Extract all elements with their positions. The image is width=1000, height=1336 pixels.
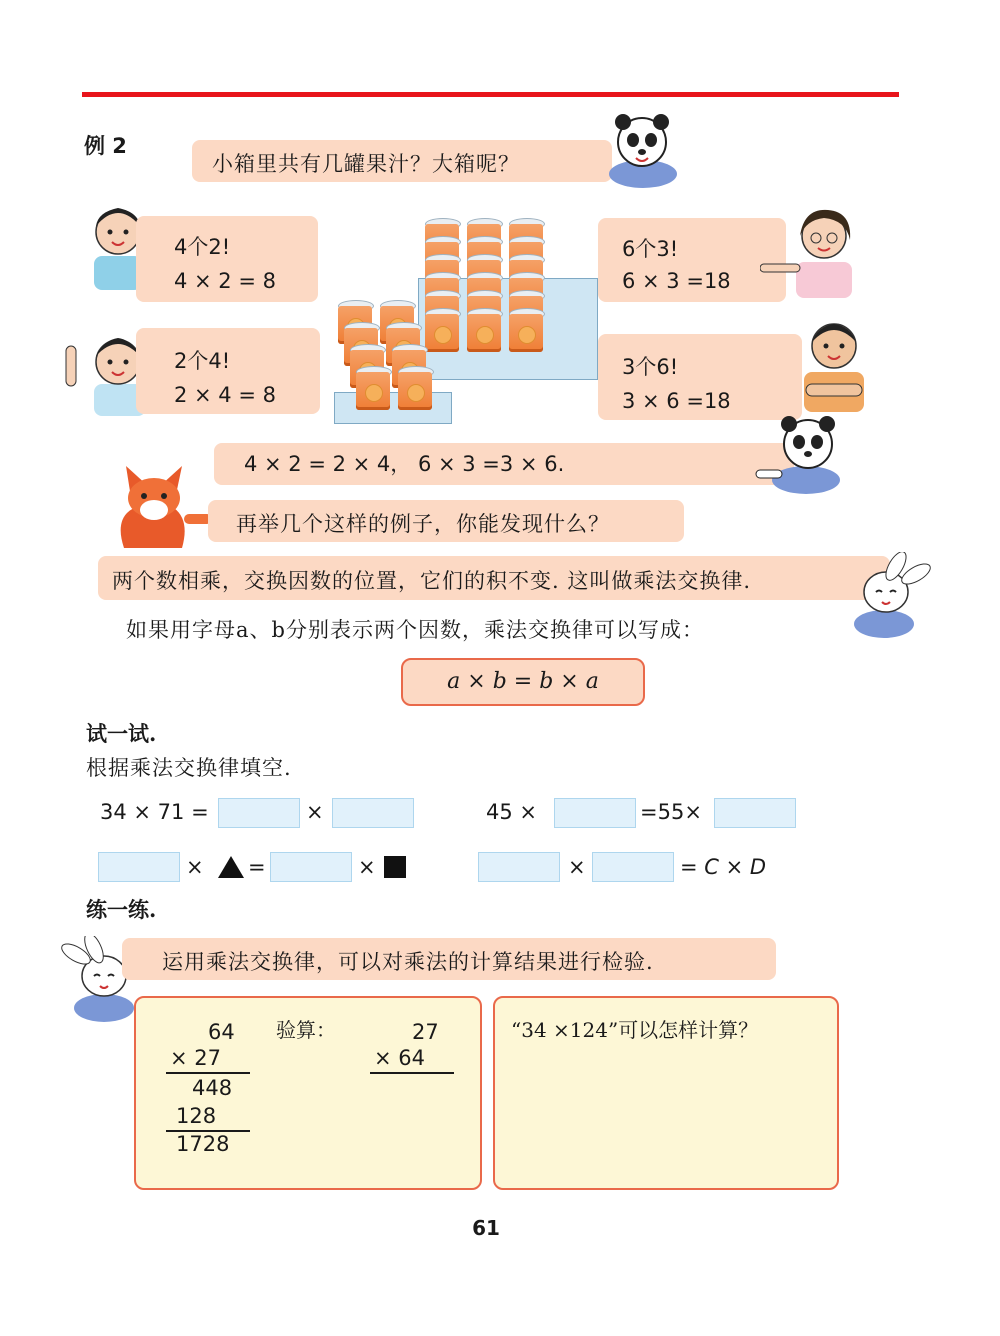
fill-row2-right-tail: = C × D bbox=[680, 855, 767, 879]
question2-box bbox=[493, 996, 839, 1190]
girl-right-line2: 6 × 3 =18 bbox=[622, 269, 731, 293]
practice-tip-text: 运用乘法交换律，可以对乘法的计算结果进行检验. bbox=[162, 950, 654, 974]
fox-prompt-text: 再举几个这样的例子，你能发现什么？ bbox=[236, 512, 610, 536]
calc1-line bbox=[166, 1072, 250, 1074]
juice-cans-illustration bbox=[330, 208, 600, 428]
calc1-partial1: 448 bbox=[192, 1076, 233, 1100]
blank-input[interactable] bbox=[714, 798, 796, 828]
formula-text: a × b = b × a bbox=[447, 669, 599, 694]
calc2-top: 27 bbox=[412, 1020, 439, 1044]
boy-right-line1: 3个6! bbox=[622, 355, 679, 379]
law-statement-text: 两个数相乘，交换因数的位置，它们的积不变. 这叫做乘法交换律. bbox=[112, 569, 752, 593]
girl-left-bubble bbox=[136, 216, 318, 302]
blank-input[interactable] bbox=[592, 852, 674, 882]
juice-can bbox=[467, 314, 501, 352]
juice-can bbox=[509, 314, 543, 352]
boy-right-line2: 3 × 6 =18 bbox=[622, 389, 731, 413]
question2-text: “34 ×124”可以怎样计算？ bbox=[511, 1018, 759, 1042]
calc1-top: 64 bbox=[208, 1020, 235, 1044]
blank-input[interactable] bbox=[332, 798, 414, 828]
boy-left-line2: 2 × 4 = 8 bbox=[174, 383, 276, 407]
girl-left-line1: 4个2! bbox=[174, 235, 231, 259]
check-label: 验算： bbox=[276, 1018, 336, 1042]
calc1-multiplier: × 27 bbox=[170, 1046, 221, 1070]
fill-row1-left-text: 34 × 71 = bbox=[100, 800, 209, 824]
formula-box bbox=[401, 658, 645, 706]
calc2-multiplier: × 64 bbox=[374, 1046, 425, 1070]
triangle-icon bbox=[218, 856, 244, 882]
blank-input[interactable] bbox=[218, 798, 300, 828]
try-title: 试一试. bbox=[86, 721, 157, 746]
juice-can bbox=[425, 314, 459, 352]
times-sign: × bbox=[306, 800, 324, 824]
page-number: 61 bbox=[472, 1216, 500, 1240]
equals-sign: = bbox=[248, 855, 266, 879]
fill-row1-right-text: 45 × bbox=[486, 800, 537, 824]
juice-can bbox=[356, 372, 390, 410]
practice-tip-bubble bbox=[122, 938, 776, 980]
juice-can bbox=[398, 372, 432, 410]
square-icon bbox=[384, 856, 406, 878]
times-sign: × bbox=[186, 855, 204, 879]
blank-input[interactable] bbox=[270, 852, 352, 882]
example-label: 例 2 bbox=[84, 134, 127, 158]
fox-prompt-bubble bbox=[208, 500, 684, 542]
blank-input[interactable] bbox=[98, 852, 180, 882]
times-sign: × bbox=[568, 855, 586, 879]
calc1-result: 1728 bbox=[176, 1132, 230, 1156]
equality-text: 4 × 2 = 2 × 4， 6 × 3 =3 × 6. bbox=[244, 452, 565, 476]
fill-row1-right-eq: =55× bbox=[640, 800, 702, 824]
panda-icon bbox=[598, 112, 690, 188]
fill-instruction: 根据乘法交换律填空. bbox=[86, 756, 292, 780]
letters-intro: 如果用字母a、b分别表示两个因数，乘法交换律可以写成： bbox=[126, 618, 704, 642]
question-bubble bbox=[192, 140, 612, 182]
law-statement-bubble bbox=[98, 556, 890, 600]
calc1-partial2: 128 bbox=[176, 1104, 217, 1128]
practice-title: 练一练. bbox=[86, 897, 157, 922]
question-text: 小箱里共有几罐果汁？大箱呢？ bbox=[212, 152, 520, 176]
boy-left-line1: 2个4! bbox=[174, 349, 231, 373]
girl-right-line1: 6个3! bbox=[622, 237, 679, 261]
rabbit-icon bbox=[846, 552, 942, 638]
panda-icon bbox=[752, 410, 848, 496]
header-rule bbox=[82, 92, 899, 97]
girl-right-icon bbox=[760, 200, 870, 300]
fox-icon bbox=[104, 458, 214, 550]
blank-input[interactable] bbox=[554, 798, 636, 828]
calc2-line bbox=[370, 1072, 454, 1074]
times-sign: × bbox=[358, 855, 376, 879]
girl-left-line2: 4 × 2 = 8 bbox=[174, 269, 276, 293]
blank-input[interactable] bbox=[478, 852, 560, 882]
boy-right-bubble bbox=[598, 334, 802, 420]
girl-right-bubble bbox=[598, 218, 786, 302]
calc-check-box bbox=[134, 996, 482, 1190]
equality-bubble bbox=[214, 443, 794, 485]
boy-right-icon bbox=[796, 314, 872, 414]
boy-left-bubble bbox=[136, 328, 320, 414]
